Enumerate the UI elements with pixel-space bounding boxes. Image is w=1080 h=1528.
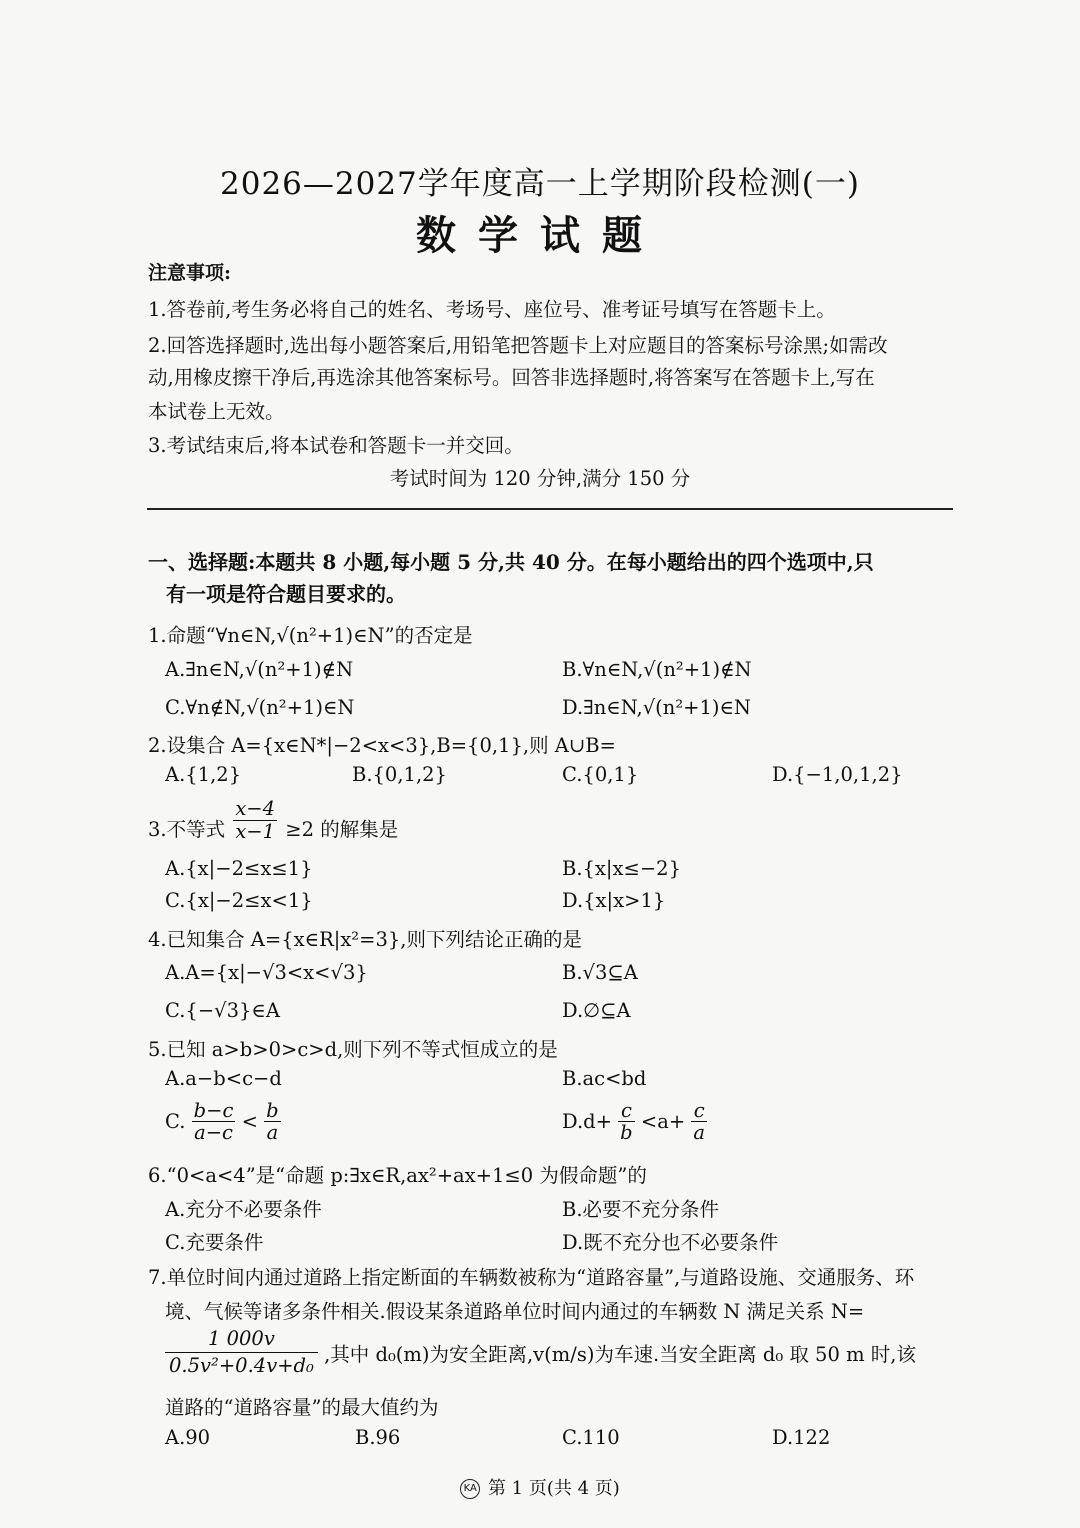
question-1-option-a: A.∃n∈N,√(n²+1)∉N xyxy=(165,658,354,681)
question-7-option-a: A.90 xyxy=(165,1426,211,1449)
question-1-option-c: C.∀n∉N,√(n²+1)∈N xyxy=(165,696,355,719)
question-5-c-numerator-2: b xyxy=(266,1099,279,1122)
question-7-option-c: C.110 xyxy=(562,1426,620,1449)
question-5-stem: 5.已知 a>b>0>c>d,则下列不等式恒成立的是 xyxy=(148,1038,558,1061)
question-4-option-a: A.A={x|−√3<x<√3} xyxy=(165,961,368,984)
question-6-option-c: C.充要条件 xyxy=(165,1231,264,1254)
question-3-stem xyxy=(148,798,398,843)
question-5-option-b: B.ac<bd xyxy=(562,1067,647,1090)
section-heading: 一、选择题:本题共 8 小题,每小题 5 分,共 40 分。在每小题给出的四个选项中,只 xyxy=(148,550,874,574)
question-2-option-c: C.{0,1} xyxy=(562,763,639,786)
question-5-c-fraction-2 xyxy=(264,1100,280,1143)
question-7-line-1: 7.单位时间内通过道路上指定断面的车辆数被称为“道路容量”,与道路设施、交通服务、环 xyxy=(148,1266,915,1289)
question-7-fraction xyxy=(165,1326,318,1379)
question-6-option-d: D.既不充分也不必要条件 xyxy=(562,1231,779,1254)
page-number: 第 1 页(共 4 页) xyxy=(487,1478,620,1499)
question-7-line-2: 境、气候等诸多条件相关.假设某条道路单位时间内通过的车辆数 N 满足关系 N= xyxy=(165,1300,865,1323)
question-2-option-d: D.{−1,0,1,2} xyxy=(772,763,903,786)
question-3-option-b: B.{x|x≤−2} xyxy=(562,857,681,880)
question-5-option-c xyxy=(165,1100,281,1143)
notice-line: 3.考试结束后,将本试卷和答题卡一并交回。 xyxy=(148,434,524,457)
subject-title: 数学试题 xyxy=(416,212,664,259)
question-6-stem: 6.“0<a<4”是“命题 p:∃x∈R,ax²+ax+1≤0 为假命题”的 xyxy=(148,1164,647,1187)
question-2-stem: 2.设集合 A={x∈N*|−2<x<3},B={0,1},则 A∪B= xyxy=(148,734,616,757)
question-5-d-fraction-2 xyxy=(691,1100,707,1143)
question-5-option-a: A.a−b<c−d xyxy=(165,1067,282,1090)
question-5-c-denominator-2: a xyxy=(266,1121,279,1144)
notice-line: 动,用橡皮擦干净后,再选涂其他答案标号。回答非选择题时,将答案写在答题卡上,写在 xyxy=(148,366,875,389)
question-3-fraction xyxy=(233,798,277,843)
question-7-option-d: D.122 xyxy=(772,1426,831,1449)
question-4-option-d: D.∅⊆A xyxy=(562,999,631,1022)
question-4-stem: 4.已知集合 A={x∈R|x²=3},则下列结论正确的是 xyxy=(148,928,582,951)
question-5-c-numerator: b−c xyxy=(193,1099,234,1122)
question-5-c-mid: < xyxy=(241,1110,258,1133)
question-4-option-b: B.√3⊆A xyxy=(562,961,638,984)
exam-title: 2026—2027学年度高一上学期阶段检测(一) xyxy=(220,166,860,202)
divider xyxy=(147,508,953,510)
exam-time: 考试时间为 120 分钟,满分 150 分 xyxy=(389,467,691,490)
question-3-numerator: x−4 xyxy=(235,797,276,820)
question-1-option-b: B.∀n∈N,√(n²+1)∉N xyxy=(562,658,752,681)
question-2-option-a: A.{1,2} xyxy=(165,763,242,786)
notice-line: 2.回答选择题时,选出每小题答案后,用铅笔把答题卡上对应题目的答案标号涂黑;如需改 xyxy=(148,334,888,357)
question-5-d-numerator-2: c xyxy=(691,1100,707,1122)
question-5-d-mid: <a+ xyxy=(640,1110,686,1133)
question-1-option-d: D.∃n∈N,√(n²+1)∈N xyxy=(562,696,751,719)
question-5-c-fraction xyxy=(192,1100,236,1143)
question-7-denominator: 0.5v²+0.4v+d₀ xyxy=(169,1354,314,1377)
question-5-d-fraction xyxy=(618,1100,634,1143)
question-6-option-b: B.必要不充分条件 xyxy=(562,1198,720,1221)
question-2-option-b: B.{0,1,2} xyxy=(352,763,447,786)
page-footer xyxy=(0,1474,1080,1500)
question-7-option-b: B.96 xyxy=(355,1426,401,1449)
question-3-suffix: ≥2 的解集是 xyxy=(285,817,399,841)
question-5-option-d xyxy=(562,1100,707,1143)
footer-badge: KA xyxy=(460,1479,480,1499)
section-heading-cont: 有一项是符合题目要求的。 xyxy=(166,582,406,606)
question-3-option-a: A.{x|−2≤x≤1} xyxy=(165,857,313,880)
question-7-line-3-text: ,其中 d₀(m)为安全距离,v(m/s)为车速.当安全距离 d₀ 取 50 m 时,该 xyxy=(324,1342,916,1366)
question-3-option-c: C.{x|−2≤x<1} xyxy=(165,889,313,912)
notice-heading: 注意事项: xyxy=(148,262,232,284)
question-5-d-denominator-2: a xyxy=(693,1121,706,1144)
question-5-d-denominator: b xyxy=(620,1121,633,1144)
question-3-prefix: 3.不等式 xyxy=(148,817,226,841)
question-4-option-c: C.{−√3}∈A xyxy=(165,999,280,1022)
question-5-d-prefix: D.d+ xyxy=(562,1110,612,1133)
question-7-line-3 xyxy=(165,1326,916,1379)
question-3-denominator: x−1 xyxy=(235,820,276,843)
question-7-numerator: 1 000v xyxy=(165,1326,318,1353)
notice-line: 1.答卷前,考生务必将自己的姓名、考场号、座位号、准考证号填写在答题卡上。 xyxy=(148,298,836,321)
question-1-stem: 1.命题“∀n∈N,√(n²+1)∈N”的否定是 xyxy=(148,624,473,647)
notice-line: 本试卷上无效。 xyxy=(148,400,285,423)
question-7-line-4: 道路的“道路容量”的最大值约为 xyxy=(165,1396,439,1419)
question-3-option-d: D.{x|x>1} xyxy=(562,889,666,912)
question-5-d-numerator: c xyxy=(618,1100,634,1122)
question-6-option-a: A.充分不必要条件 xyxy=(165,1198,322,1221)
question-5-c-denominator: a−c xyxy=(194,1121,233,1144)
question-5-c-prefix: C. xyxy=(165,1110,186,1133)
